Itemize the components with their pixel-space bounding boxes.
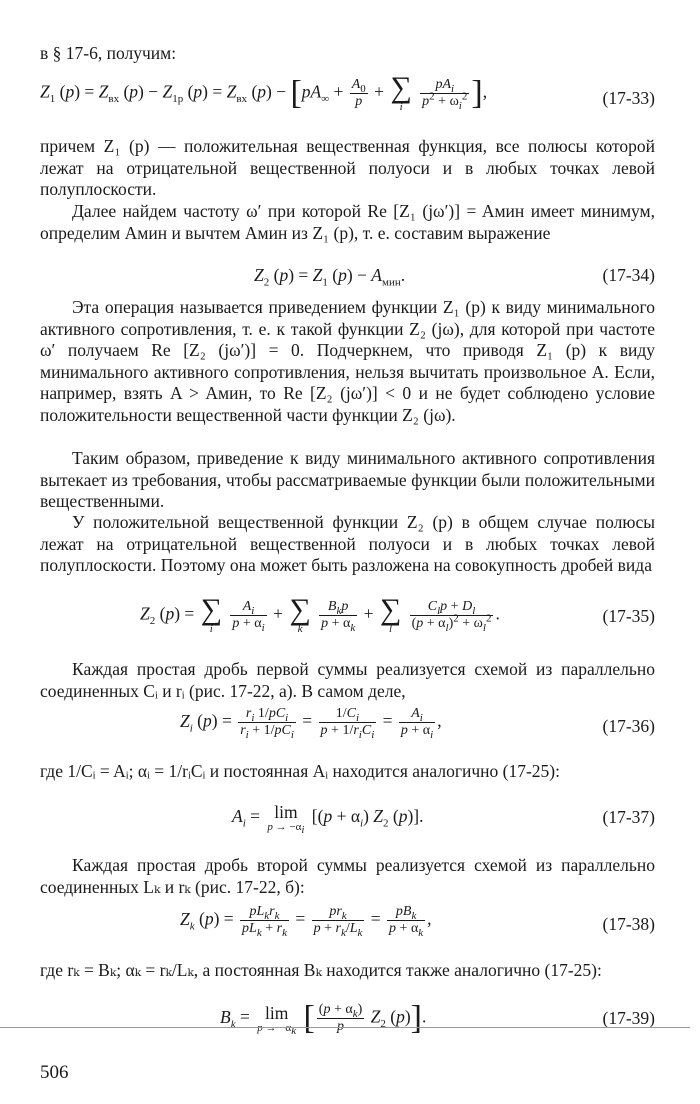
equation-17-37 [40, 803, 655, 847]
paragraph: Таким образом, приведение к виду минимального активного сопротивления вытекает из требования, чтобы рассматриваемые функции были положительными вещественными. [40, 448, 655, 511]
equation-number: (17-33) [602, 88, 655, 108]
paragraph: где 1/Cᵢ = Aᵢ; αᵢ = 1/rᵢCᵢ и постоянная Aᵢ находится аналогично (17-25): [40, 761, 560, 781]
equation-17-36-body: $Z_i$ (p) = $\frac{r_i 1/pC_i}{r_i + 1/pC_i}$ = $\frac{1/C_i}{p + 1/r_iC_i}$ = $\frac{A_i}{p + \alpha_i}$ , [180, 706, 442, 741]
equation-17-36 [40, 706, 655, 750]
equation-number: (17-36) [602, 716, 655, 736]
equation-number: (17-34) [602, 265, 655, 285]
equation-17-38-body: $Z_k$ (p) = $\frac{pL_kr_k}{pL_k + r_k}$ = $\frac{pr_k}{p + r_k/L_k}$ = $\frac{pB_k}{p + \alpha_k}$ , [180, 904, 432, 939]
equation-17-38 [40, 904, 655, 948]
text-line-intro: в § 17-6, получим: [40, 43, 177, 63]
equation-17-33 [40, 70, 655, 114]
paragraph: Каждая простая дробь второй суммы реализуется схемой из параллельно соединенных Lₖ и rₖ (рис. 17-22, б): [40, 855, 655, 897]
paragraph: Каждая простая дробь первой суммы реализуется схемой из параллельно соединенных Cᵢ и rᵢ (рис. 17-22, а). В самом деле, [40, 659, 655, 701]
page-bottom-rule [0, 1027, 690, 1028]
paragraph: Далее найдем частоту ω′ при которой Re [Z₁ (jω′)] = Aмин имеет минимум, определим Aмин и вычтем Aмин из Z₁ (p), т. е. составим выражение [40, 201, 655, 243]
equation-number: (17-37) [602, 807, 655, 827]
page-number: 506 [40, 1062, 69, 1083]
equation-17-39-body: $B_k$ = lim $p \to -\alpha_k$ [ $\frac{(p + \alpha_k)}{p}$ $Z_2$ (p)]. [220, 999, 427, 1037]
equation-17-37-body: $A_i$ = lim $p \to -\alpha_i$ [$(p + \alpha_i)$ $Z_2$ (p)]. [232, 802, 424, 837]
paragraph: причем Z₁ (p) — положительная вещественная функция, все полюсы которой лежат на отрицательной вещественной полуоси и в любых точках левой полуплоскости. [40, 136, 655, 199]
equation-number: (17-39) [602, 1008, 655, 1028]
paragraph: У положительной вещественной функции Z₂ (p) в общем случае полюсы лежат на отрицательной вещественной полуоси и в любых точках левой полуплоскости. Поэтому она может быть разложена на совокупность дробей вида [40, 512, 655, 575]
equation-number: (17-35) [602, 606, 655, 626]
paragraph: где rₖ = Bₖ; αₖ = rₖ/Lₖ, а постоянная Bₖ находится также аналогично (17-25): [40, 960, 602, 980]
equation-17-34-body: $Z_2$ $(p) = Z_1$ $(p) - A_{мин}$. [254, 265, 406, 289]
equation-17-39 [40, 999, 655, 1046]
paragraph: Эта операция называется приведением функции Z₁ (p) к виду минимального активного сопротивления, т. е. к такой функции Z₂ (jω), для которой при частоте ω′ получаем Re [Z₂ (jω′)] = 0. Подчеркнем, что приводя Z₁ (p) к виду минимального активного сопротивления, нельзя вычитать произвольное A. Если, например, взять A > Aмин, то Re [Z₂ (jω′)] < 0 и не будет соблюдено условие положительности вещественной части функции Z₂ (jω). [40, 297, 655, 425]
equation-17-35-body: $Z_2$ (p) = ∑ i $\frac{A_i}{p + \alpha_i}$ + ∑ k $\frac{B_kp}{p + \alpha_k}$ + ∑ l $\frac{C_lp + D_l}{(p + \alpha_l)^2 + \omega_l^2}$ . [140, 593, 500, 635]
equation-number: (17-38) [602, 914, 655, 934]
equation-17-35 [40, 593, 655, 640]
equation-17-33-body: $Z_1$ $(p) = Z_{вх}$ $(p) - Z_{1р}$ $(p) = Z_{вх}$ $(p) - [pA_\infty$ + $\frac{A_0}{p}$ + ∑ i $\frac{pA_i}{p^2 + \omega_i^2}$ ], [40, 71, 488, 113]
